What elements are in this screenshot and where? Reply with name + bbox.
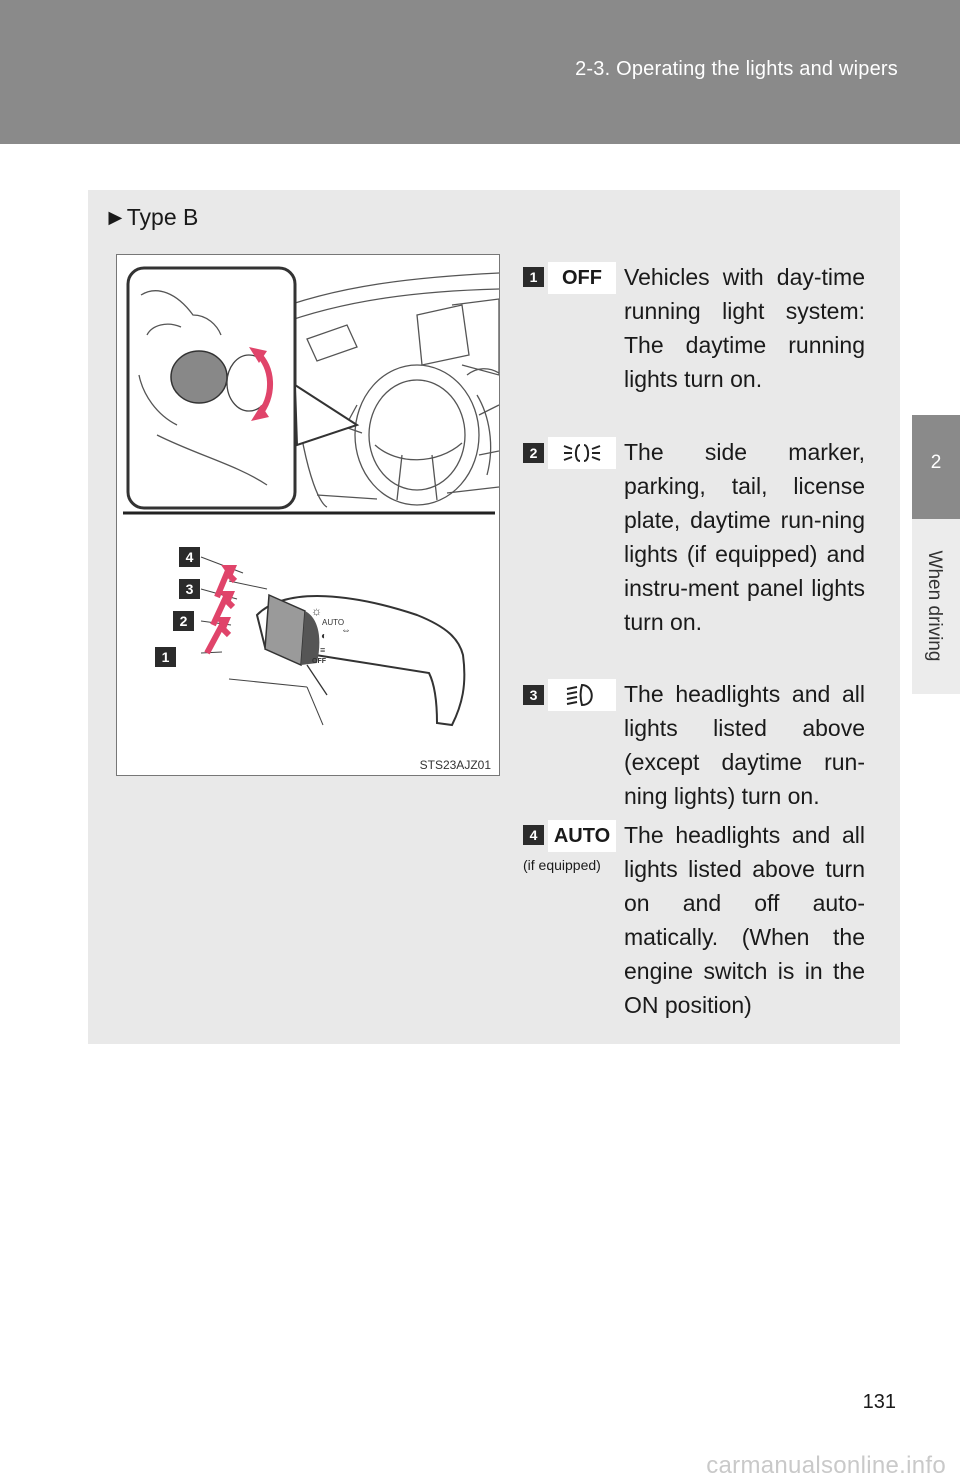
callout-label: 4 bbox=[185, 549, 194, 565]
pointer-arrow-icon: ► bbox=[104, 204, 127, 230]
item-number-3: 3 bbox=[523, 685, 544, 705]
item-number-1: 1 bbox=[523, 267, 544, 287]
svg-text:≡: ≡ bbox=[320, 645, 326, 655]
if-equipped-note: (if equipped) bbox=[523, 857, 601, 873]
zoom-callout-pointer bbox=[295, 385, 357, 445]
callout-number-2 bbox=[173, 611, 194, 631]
off-position-label: OFF bbox=[312, 658, 326, 665]
item-description-2: The side marker, parking, tail, license plate, daytime run-ning lights (if equipped) and instru-ment panel lights turn on. bbox=[624, 439, 865, 635]
type-label-text: Type B bbox=[126, 204, 199, 230]
item-number-4: 4 bbox=[523, 825, 544, 845]
off-icon: OFF bbox=[548, 262, 616, 294]
item-description-4: The headlights and all lights listed above turn on and off auto-matically. (When the engine switch is in the ON position) bbox=[624, 822, 865, 1018]
callout-number-1 bbox=[155, 647, 176, 667]
up-arrows-icon bbox=[207, 565, 237, 653]
headlights-icon bbox=[548, 679, 616, 711]
page-number: 131 bbox=[862, 1391, 896, 1413]
auto-icon: AUTO bbox=[548, 820, 616, 852]
chapter-number: 2 bbox=[930, 452, 942, 473]
svg-text:◐: ◐ bbox=[321, 631, 328, 642]
side-marker-lights-icon bbox=[548, 437, 616, 469]
chapter-label: When driving bbox=[924, 550, 945, 662]
svg-text:⇔: ⇔ bbox=[341, 625, 351, 636]
section-title: 2-3. Operating the lights and wipers bbox=[575, 58, 898, 80]
item-number-2: 2 bbox=[523, 443, 544, 463]
switch-knob bbox=[171, 351, 227, 403]
callout-label: 3 bbox=[185, 581, 194, 597]
callout-label: 1 bbox=[161, 649, 170, 665]
item-description-3: The headlights and all lights listed above (except daytime run-ning lights) turn on. bbox=[624, 681, 865, 809]
illustration-code: STS23AJZ01 bbox=[419, 758, 491, 772]
callout-label: 2 bbox=[179, 613, 188, 629]
auto-position-label: AUTO bbox=[322, 618, 345, 627]
item-description-1: Vehicles with day-time running light system: The daytime running lights turn on. bbox=[624, 264, 865, 392]
illustration-drawing bbox=[117, 255, 499, 775]
watermark: carmanualsonline.info bbox=[706, 1452, 946, 1479]
svg-text:☼: ☼ bbox=[311, 604, 322, 618]
callout-number-4 bbox=[179, 547, 200, 567]
switch-illustration bbox=[116, 254, 500, 776]
type-label bbox=[104, 204, 198, 231]
callout-number-3 bbox=[179, 579, 200, 599]
